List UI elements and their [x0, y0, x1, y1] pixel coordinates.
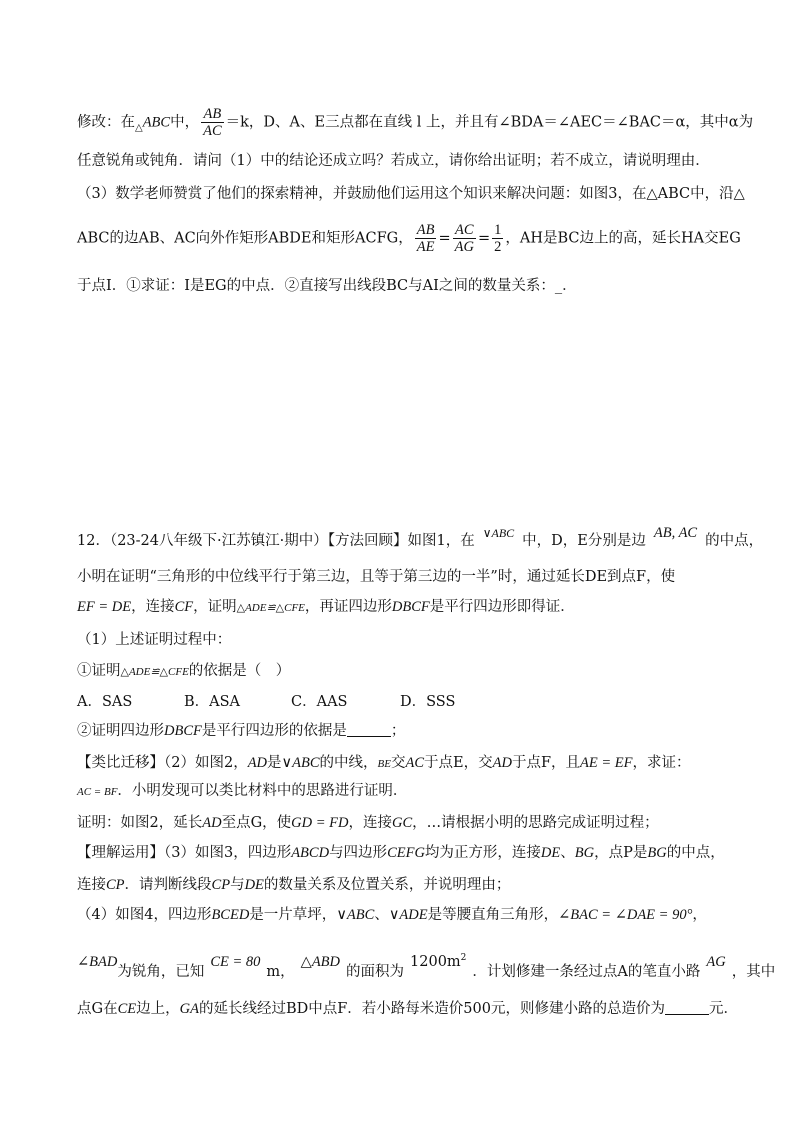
- text: ；: [390, 723, 406, 739]
- triangle-symbol: △: [135, 122, 143, 134]
- math-be: BE: [377, 758, 391, 770]
- math-ce: CE: [117, 1001, 137, 1017]
- text: 是等腰直角三角形，: [427, 907, 559, 923]
- text: 是一片草坪，: [249, 907, 337, 923]
- math-dbcf: DBCF: [391, 599, 430, 615]
- text: 的中点，: [705, 533, 764, 549]
- math-ga: GA: [179, 1001, 199, 1017]
- math-triangle-abc: ∨ABC: [336, 907, 375, 923]
- math-ef-de: EF = DE: [77, 599, 132, 615]
- paragraph-line: [77, 947, 776, 983]
- text: 【理解运用】（3）如图3，四边形: [77, 845, 292, 861]
- text: 的面积为: [346, 964, 405, 980]
- fraction-denominator: AE: [416, 239, 435, 255]
- fraction-one-half: [492, 222, 503, 255]
- math-cefg: CEFG: [387, 845, 425, 861]
- area-number: 1200m: [410, 954, 461, 970]
- fraction-ac-ag: [453, 222, 476, 255]
- text: ，再证四边形: [304, 599, 392, 615]
- paragraph-line: 于点I．①求证：I是EG的中点．②直接写出线段BC与AI之间的数量关系：_．: [77, 278, 577, 294]
- math-ae-ef: AE = EF: [580, 755, 633, 771]
- math-bced: BCED: [211, 907, 250, 923]
- text: 修改：在: [77, 114, 135, 131]
- equals: =: [438, 230, 451, 247]
- math-ce-80: CE = 80: [210, 954, 261, 970]
- text: 于点F，且: [511, 755, 581, 771]
- math-cp: CP: [211, 877, 231, 893]
- paragraph-line: 小明在证明“三角形的中位线平行于第三边，且等于第三边的一半”时，通过延长DE到点F，使: [77, 569, 676, 585]
- math-cp: CP: [106, 877, 125, 893]
- fraction-numerator: AB: [201, 106, 224, 123]
- math-dbcf: DBCF: [164, 723, 202, 739]
- paragraph-line: [77, 596, 760, 619]
- math-ad: AD: [492, 755, 512, 771]
- answer-blank[interactable]: [347, 722, 391, 737]
- math-congruence: △ADE≌△CFE: [236, 602, 305, 614]
- text: 是: [267, 755, 282, 771]
- text: 与四边形: [329, 845, 388, 861]
- paragraph-line: （1）上述证明过程中：: [77, 632, 232, 648]
- text: ②证明四边形: [77, 723, 164, 739]
- fraction-numerator: AB: [416, 222, 435, 238]
- math-area-value: [410, 954, 466, 970]
- text: ，…请根据小明的思路完成证明过程；: [412, 815, 659, 831]
- text: 是平行四边形即得证．: [429, 599, 575, 615]
- paragraph-line: [77, 904, 760, 926]
- paragraph-line: [77, 998, 760, 1020]
- fraction-denominator: AG: [454, 239, 474, 255]
- text: ，其中: [731, 964, 776, 980]
- math-ag: AG: [706, 954, 726, 970]
- math-angle-equation: ∠BAC = ∠DAE = 90°: [558, 907, 693, 923]
- math-ac-bf: AC = BF: [77, 786, 118, 798]
- paragraph-line: 任意锐角或钝角．请问（1）中的结论还成立吗？若成立，请你给出证明；若不成立，请说明理由．: [77, 153, 710, 169]
- answer-blank[interactable]: [665, 1000, 709, 1015]
- math-angle-bad: ∠BAD: [77, 954, 118, 970]
- option-d[interactable]: D．SSS: [400, 694, 456, 710]
- math-triangle-abc: ∨ABC: [281, 755, 320, 771]
- text: 与: [230, 877, 245, 893]
- text: ，证明: [193, 599, 237, 615]
- math-congruence: △ADE≌△CFE: [120, 666, 189, 678]
- text: 的中点，: [666, 845, 725, 861]
- text: ，连接: [131, 599, 175, 615]
- math-triangle-abc: ∨ABC: [482, 526, 515, 540]
- area-exponent: 2: [460, 953, 467, 963]
- text: ＝k，D、A、E三点都在直线 l 上，并且有∠BDA＝∠AEC＝∠BAC＝α，其中α为: [225, 114, 754, 131]
- text: 的延长线经过BD中点F．若小路每米造价500元，则修建小路的总造价为: [198, 1001, 665, 1017]
- question-12-header: [77, 522, 764, 552]
- paragraph-line: （3）数学老师赞赏了他们的探索精神，并鼓励他们运用这个知识来解决问题：如图3，在△ABC中，沿△: [77, 186, 745, 202]
- text: 为锐角，已知: [117, 964, 205, 980]
- text: ABC的边AB、AC向外作矩形ABDE和矩形ACFG，: [77, 230, 413, 247]
- text: 的数量关系及位置关系，并说明理由；: [263, 877, 511, 893]
- math-triangle-abd: △ABD: [300, 954, 341, 970]
- text: ．小明发现可以类比材料中的思路进行证明．: [117, 783, 408, 799]
- text: 点G在: [77, 1001, 118, 1017]
- text: 的中线，: [319, 755, 378, 771]
- math-de: DE: [244, 877, 264, 893]
- text: ，点P是: [594, 845, 648, 861]
- text: ，连接: [348, 815, 392, 831]
- text: ，: [692, 907, 707, 923]
- text: 中，D，E分别是边: [522, 533, 646, 549]
- math-ab-ac: AB, AC: [653, 525, 698, 541]
- math-ac: AC: [405, 755, 425, 771]
- fraction-numerator: AC: [453, 222, 476, 239]
- text: ，AH是BC边上的高，延长HA交EG: [505, 230, 741, 247]
- text: 至点G，使: [221, 815, 292, 831]
- fraction-denominator: AC: [203, 123, 222, 139]
- text: 证明：如图2，延长: [77, 815, 203, 831]
- math-abc: ABC: [142, 114, 171, 131]
- math-ad: AD: [247, 755, 268, 771]
- paragraph-line: [77, 842, 760, 864]
- text: 交: [391, 755, 406, 771]
- text: 均为正方形，连接: [424, 845, 541, 861]
- option-b[interactable]: B．ASA: [184, 694, 241, 710]
- text: 、: [560, 845, 575, 861]
- paragraph-line: [77, 660, 760, 683]
- paragraph-line: [77, 720, 760, 742]
- fraction-denominator: 2: [494, 239, 502, 255]
- paragraph-line: [77, 874, 760, 896]
- text: 元．: [708, 1001, 738, 1017]
- text: ，求证：: [632, 755, 691, 771]
- text: 边上，: [136, 1001, 180, 1017]
- math-abcd: ABCD: [291, 845, 330, 861]
- text: 中，: [170, 114, 200, 131]
- text: 【类比迁移】（2）如图2，: [77, 755, 248, 771]
- text: ．请判断线段: [124, 877, 212, 893]
- math-gc: GC: [391, 815, 413, 831]
- paragraph-line: [77, 812, 760, 834]
- math-bg: BG: [574, 845, 595, 861]
- math-de: DE: [540, 845, 561, 861]
- math-gd-fd: GD = FD: [291, 815, 349, 831]
- math-bg: BG: [647, 845, 667, 861]
- text: m，: [266, 964, 295, 980]
- paragraph-line: [77, 780, 760, 803]
- math-cf: CF: [174, 599, 194, 615]
- fraction-numerator: 1: [494, 222, 502, 238]
- math-ad: AD: [202, 815, 222, 831]
- equals: =: [477, 230, 491, 247]
- text: ．计划修建一条经过点A的笔直小路: [472, 964, 701, 980]
- math-triangle-ade: ∨ADE: [388, 907, 428, 923]
- text: 的依据是（ ）: [188, 663, 291, 679]
- text: 、: [374, 907, 389, 923]
- option-a[interactable]: A．SAS: [77, 694, 133, 710]
- text: 连接: [77, 877, 106, 893]
- option-c[interactable]: C．AAS: [291, 694, 348, 710]
- paragraph-line-fractions: [77, 222, 760, 255]
- text: ①证明: [77, 663, 121, 679]
- text: 是平行四边形的依据是: [201, 723, 347, 739]
- fraction-ab-ae: [415, 222, 437, 255]
- text: 12．（23-24八年级下·江苏镇江·期中）【方法回顾】如图1，在: [77, 533, 475, 549]
- text: 于点E，交: [424, 755, 493, 771]
- modification-line: [77, 106, 760, 140]
- fraction-ab-ac: [201, 106, 224, 139]
- paragraph-line: [77, 752, 760, 775]
- text: （4）如图4，四边形: [77, 907, 212, 923]
